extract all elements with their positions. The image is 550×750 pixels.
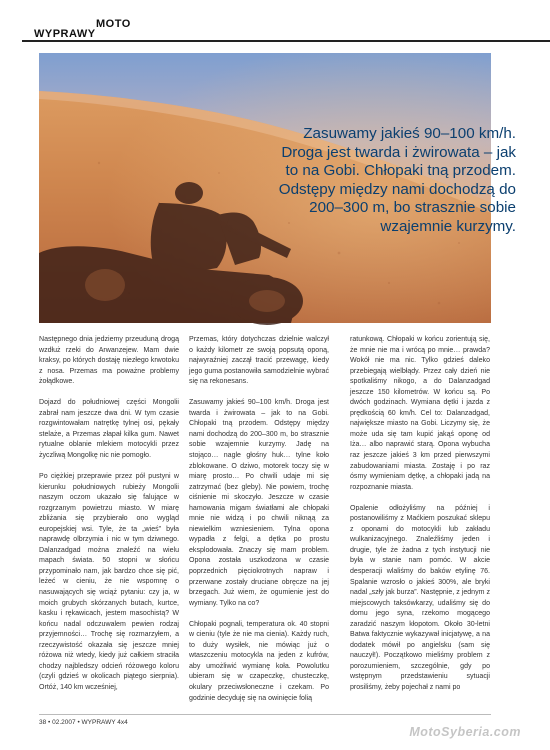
section-label-wyprawy: WYPRAWY — [34, 28, 96, 40]
watermark: MotoSyberia.com — [409, 725, 521, 739]
section-header — [22, 16, 242, 40]
article-paragraph: Zasuwamy jakieś 90–100 km/h. Droga jest twarda i żwirowata – jak to na Gobi. Chłopaki tną przodem. Odstępy między nami dochodzą do 200–300 m, bo strasznie sobie wzajemnie kurzymy. Jadę na stojąco… nagle głośny huk… tylne koło zblokowane. O dziwo, motorek toczy się w miarę prosto… Po chwili udaje mi się zatrzymać (bez gleby). Nie powiem, trochę ciśnienie mi skoczyło. Jeszcze w czasie hamowania migam światłami ale chłopaki mnie nie widzą i po chwili niknąą za niewielkim wzniesieniem. Tylna opona wypadła z felgi, a dętka po prostu eksplodowała. Znaczy się mam problem. Opona została uszkodzona w czasie poprzednich pięciokrotnych napraw i przerwane zostały druciane obręcze na jej brzegach. Już wiem, że ogumienie jest do wymiany. Tylko na co? — [189, 399, 329, 607]
article-paragraph: Następnego dnia jedziemy przeuduną drogą wzdłuż rzeki do Arwanzejew. Mam dwie kraksy, po których dostaję niezłego krwotoku z nosa. Przemas ma poważne problemy żołądkowe. — [39, 336, 179, 386]
article-body — [39, 335, 491, 715]
article-paragraph: Po ciężkiej przeprawie przez pół pustyni w kierunku południowych rubieży Mongolii naszym oczom ukazało się falujące w rozgrzanym powietrzu miasto. W miarę zbliżania się przybierało ono wygląd europejskiej wsi. Tyle, że ta „wieś” była naprawdę olbrzymia i nic w tym dziwnego. Dalanzadgad można znaleźć na wielu mapach świata. 50 stopni w słońcu przypominało nam, jak bardzo chce się pić, leżeć w cieniu, że nie wspomnę o nasuwających się wciąż pytaniu: czy ja, w moich grubych skórzanych butach, kurtce, kasku i rękawicach, jestem masochistą? W końcu nadal odczuwalem pewien rodzaj przyjemności… Trochę się rozmarzyłem, a rzeczywistość okazała się jeszcze mniej różowa niż wtedy, kiedy już całkiem straciła chodzy najbledszy odcień różowego koloru (czyli gdzieś w okolicach piątego sierpnia). Ortóż, 140 km wcześniej, — [39, 473, 179, 691]
footer-rule — [39, 714, 491, 715]
page-footer — [39, 719, 128, 726]
page-number: 38 — [39, 719, 47, 726]
footer-bullet: • — [48, 719, 53, 726]
issue-date: 02.2007 — [52, 719, 76, 726]
desert-photo — [39, 53, 516, 323]
article-column-2 — [189, 335, 329, 715]
article-paragraph: Dojazd do południowej części Mongolii zabrał nam jeszcze dwa dni. W tym czasie rozgwintowałam natrętkę tylnej osi, pękały stelaże, a Przemas złapał kilka gum. Nawet rytualne oblanie mlekiem motocykli przez życzliwą Mongolkę nic nie pomogło. — [39, 399, 179, 459]
article-paragraph: Przemas, który dotychczas dzielnie walczył o każdy kilometr ze swoją popsutą oponą, najwyraźniej zaczął tracić przewagę, kiedy jego guma postanowiła samodzielnie wybrać się na rekonesans. — [189, 336, 329, 386]
article-paragraph: Chłopaki pognali, temperatura ok. 40 stopni w cieniu (tyle że nie ma cienia). Każdy ruch, to duży wysiłek, nie mówiąc już o wtaszczeniu motocykla na jeden z kufrów, aby umożliwić wymianę koła. Powolutku ubieram się w czapeczkę, chusteczkę, okulary przeciwsłoneczne i czekam. Po godzinie decyduję się na owinięcie folią — [189, 620, 329, 702]
section-label-moto: MOTO — [96, 18, 131, 30]
footer-bullet: • — [77, 719, 82, 726]
article-column-3 — [350, 335, 490, 715]
magazine-name: WYPRAWY 4x4 — [81, 719, 128, 726]
article-column-1 — [39, 335, 179, 715]
photo-caption: Zasuwamy jakieś 90–100 km/h. Droga jest twarda i żwirowata – jak to na Gobi. Chłopaki tną przodem. Odstępy między nami dochodzą do 200–300 m, bo strasznie sobie wzajemnie kurzymy. — [278, 125, 516, 235]
article-paragraph: ratunkową. Chłopaki w końcu zorientują się, że mnie nie ma i wrócą po mnie… prawda? Wokół nie ma nic. Tylko gdzieś daleko przebiegają wielbłądy. Przez cały dzień nie spotkaliśmy nikogo, a do Dalanzadgad jeszcze 150 kilometrów. W końcu są. Po dwóch godzinach. Wymiana dętki i jazda z prędkością 60 km/h. Cel to: Dalanzadgad, największe miasto na Gobi. Liczymy się, że może uda się tam kupić jakąś oponę od Iża… albo naprawić starą. Opona wybucha raz jeszcze jakieś 3 km przed pierwszymi zabudowaniami miasta. Zostaję i po raz ósmy wymieniam dętkę, a chłopaki jadą na rozpoznanie miasta. — [350, 336, 490, 491]
header-rule — [22, 40, 550, 42]
article-paragraph: Opalenie odłożyliśmy na później i postanowiliśmy z Maćkiem poszukać sklepu z oponami do motocykli lub zakładu wulkanizacyjnego. Znaleźliśmy jeden i drugie, tyle że żadna z tych instytucji nie była w stanie nam pomóc. W akcie desperacji wlaliśmy do baków etylinę 76. Spalanie wzrosło o jakieś 300%, ale bryki nadal „szły jak burza”. Następnie, z jednym z miejscowych taksówkarzy, udaliśmy się do domu jego syna, rzekomo mogącego zaradzić naszym kłopotom. Około 30-letni Batwa faktycznie wykazywał inicjatywę, a na dodatek mówił po angielsku (sam się nauczył!). Początkowo mieliśmy problem z porozumieniem, szczególnie, gdy po wstępnym przedstawieniu sytuacji prosiliśmy, żeby pojechał z nami po — [350, 504, 490, 691]
